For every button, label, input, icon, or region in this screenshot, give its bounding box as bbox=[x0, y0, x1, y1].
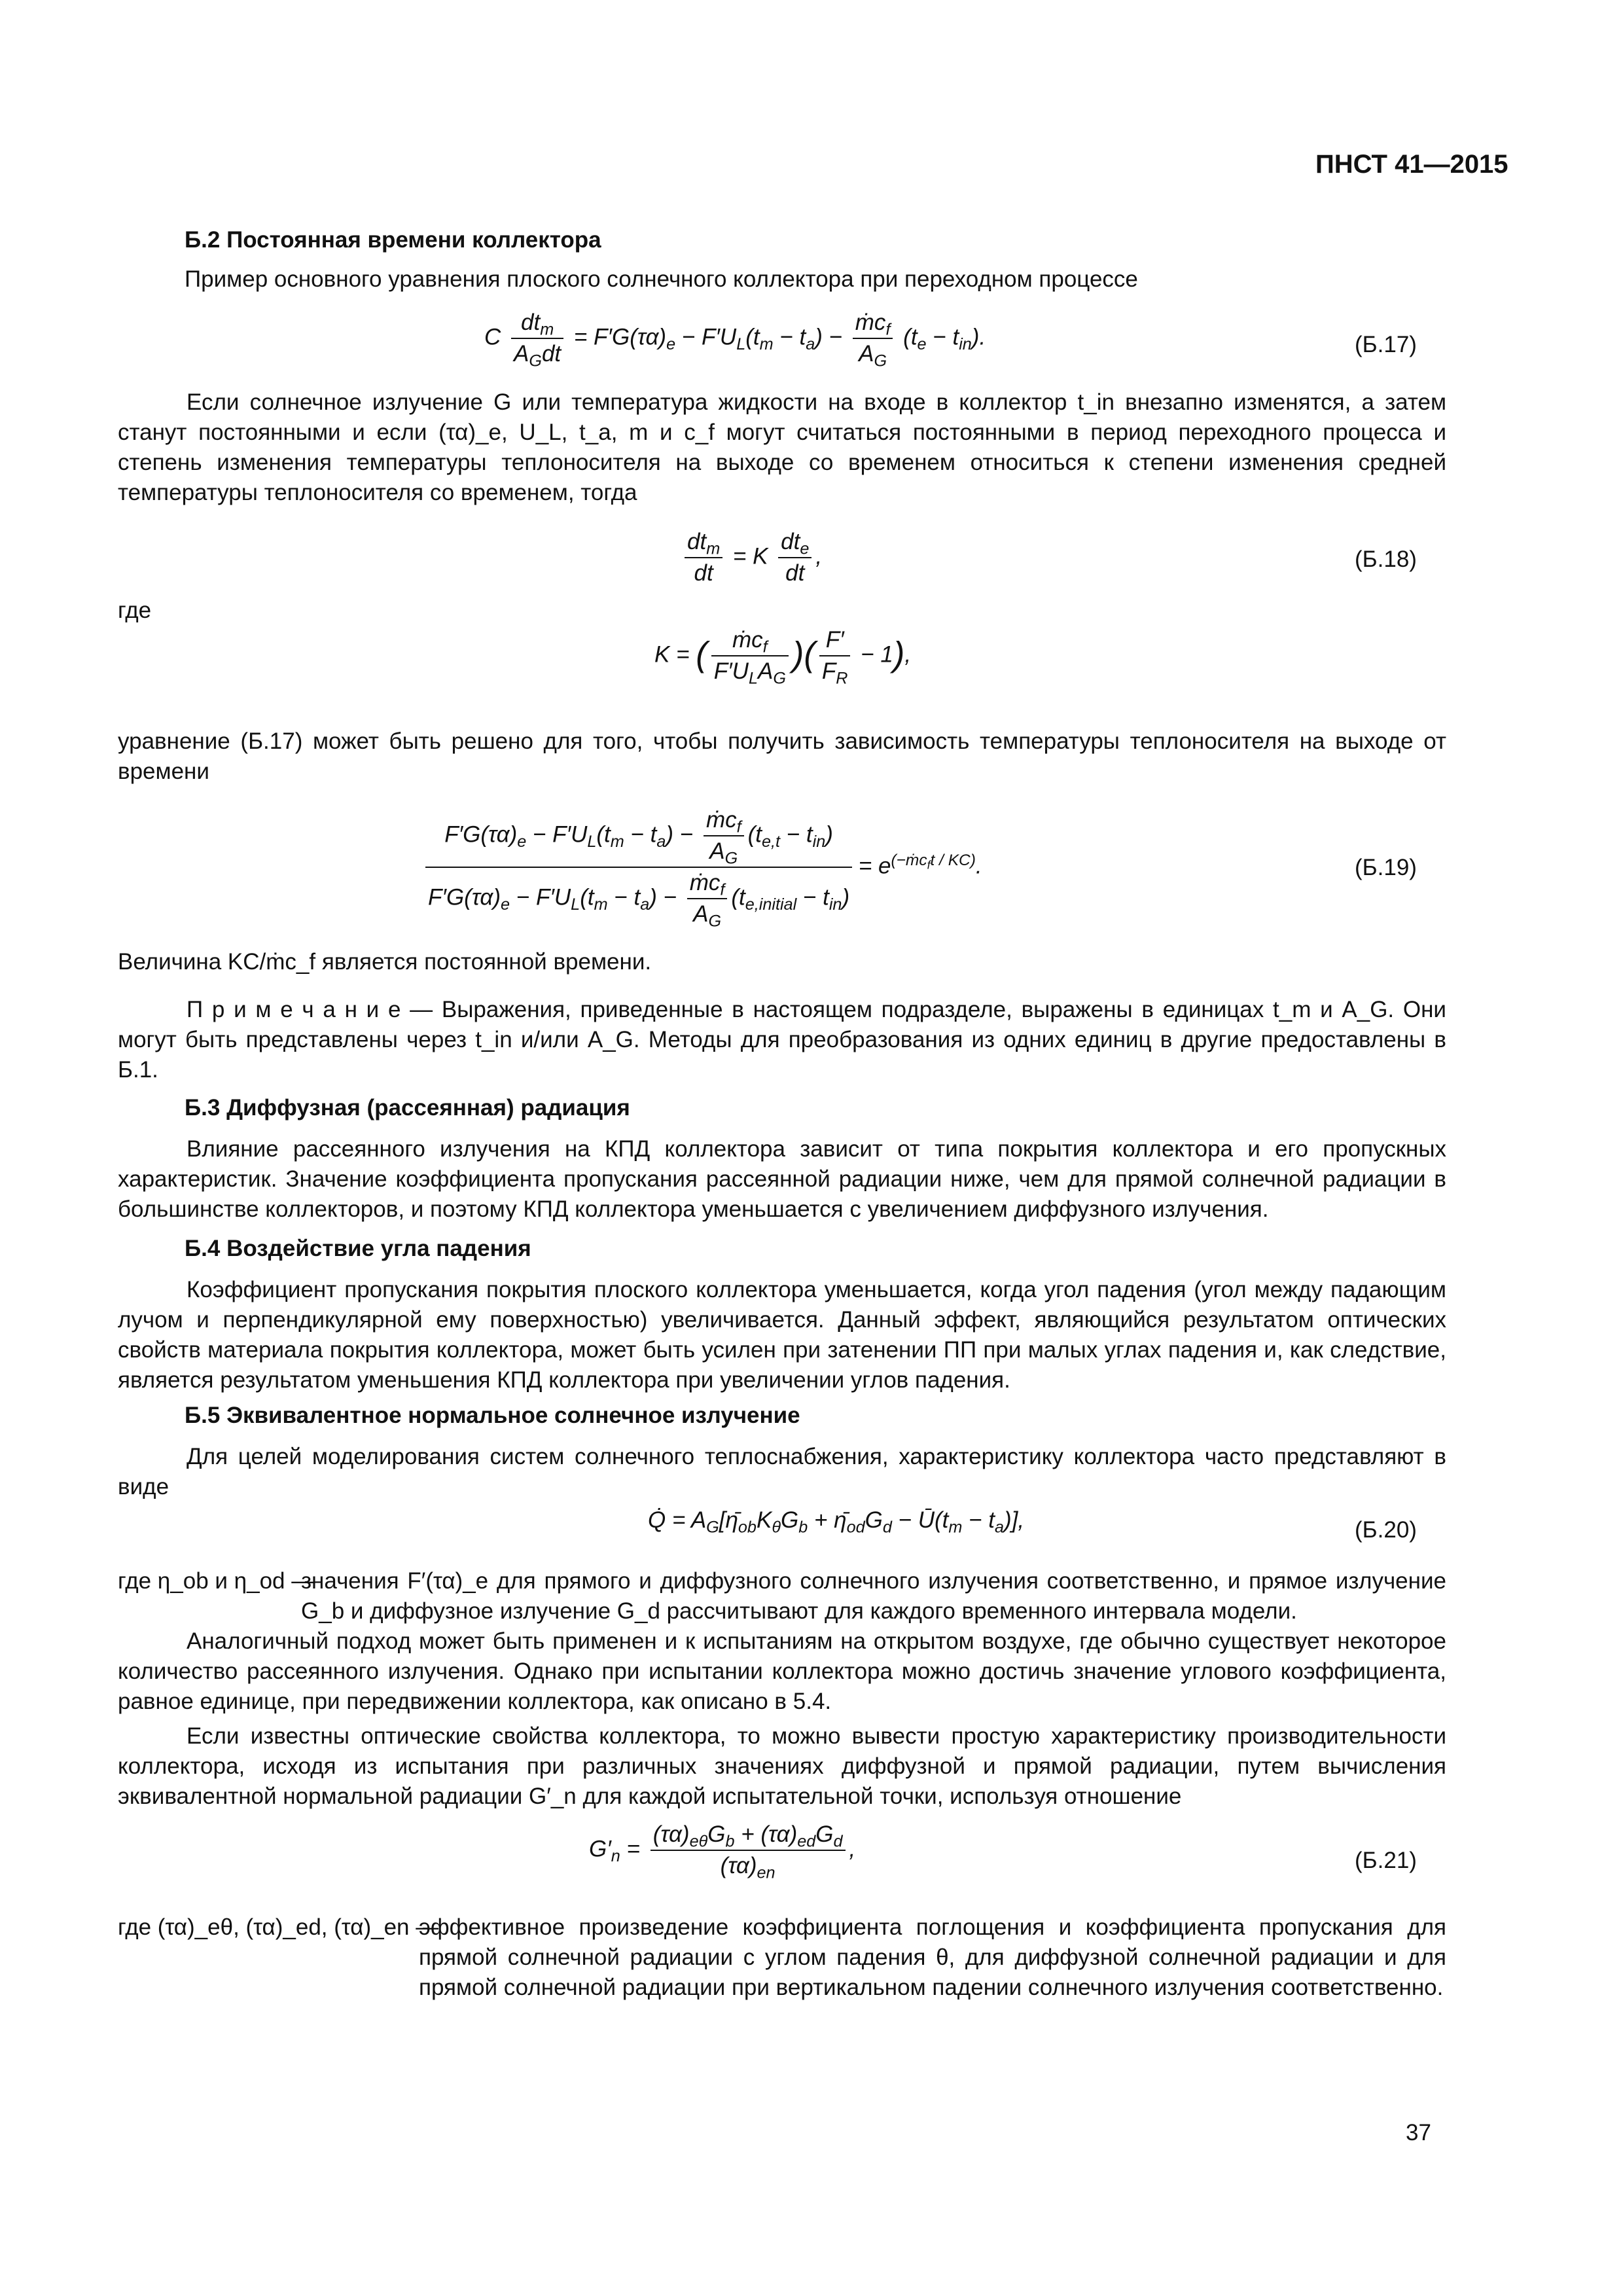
equation-b18: $\frac{dt_m}{dt}$ = K $\frac{dt_e}{dt}$ , bbox=[681, 527, 822, 588]
equation-b17: C $\frac{dt_m}{A_Gdt}$ = $F'G(\tau\alpha)_e - F'U_L(t_m - t_a)$ − $\frac{ṁc_f}{A_G}$ $(t_e - t_{in})$. bbox=[484, 308, 986, 369]
b4-para: Коэффициент пропускания покрытия плоского коллектора уменьшается, когда угол падения (угол между падающим лучом и перпендикулярной ему поверхностью) увеличивается. Данный эффект, являющийся результатом оптических свойств материала покрытия коллектора, может быть усилен при затенении ПП при малых углах падения и, как следствие, является результатом уменьшения КПД коллектора при увеличении углов падения. bbox=[118, 1277, 1446, 1393]
time-constant: Величина KC/ṁc_f является постоянной времени. bbox=[118, 949, 652, 975]
eq17-number: (Б.17) bbox=[1355, 332, 1417, 357]
heading-b4: Б.4 Воздействие угла падения bbox=[185, 1236, 531, 1261]
b5-para2: Аналогичный подход может быть применен и к испытаниям на открытом воздухе, где обычно существует некоторое количество рассеянного излучения. Однако при испытании коллектора можно достичь значение углового коэффициента, равное единице, при передвижении коллектора, как описано в 5.4. bbox=[118, 1628, 1446, 1714]
b2-para2: уравнение (Б.17) может быть решено для того, чтобы получить зависимость температуры теплоносителя на выходе от времени bbox=[118, 728, 1446, 784]
gloss2-def: эффективное произведение коэффициента поглощения и коэффициента пропускания для прямой солнечной радиации с углом падения θ, для диффузной солнечной радиации и для прямой солнечной радиации при вертикальном падении солнечного излучения соответственно. bbox=[419, 1914, 1446, 2000]
b5-para3: Если известны оптические свойства коллектора, то можно вывести простую характеристику производительности коллектора, исходя из испытания при различных значениях диффузной и прямой радиации, путем вычисления эквивалентной нормальной радиации G′_n для каждой испытательной точки, используя отношение bbox=[118, 1723, 1446, 1809]
b5-para1: Для целей моделирования систем солнечного теплоснабжения, характеристику коллектора часто представляют в виде bbox=[118, 1444, 1446, 1499]
heading-b5: Б.5 Эквивалентное нормальное солнечное излучение bbox=[185, 1403, 800, 1428]
standard-id: ПНСТ 41—2015 bbox=[1315, 150, 1508, 179]
note: П р и м е ч а н и е — Выражения, приведенные в настоящем подразделе, выражены в единицах t_m и A_G. Они могут быть представлены через t_in и/или A_G. Методы для преобразования из одних единиц в другие предоставлены в Б.1. bbox=[118, 997, 1446, 1083]
eq21-number: (Б.21) bbox=[1355, 1848, 1417, 1873]
equation-b21: $G'_n$ = $\frac{(\tau\alpha)_{e\theta}G_b + (\tau\alpha)_{ed}G_d}{(\tau\alpha)_{en}}$ , bbox=[589, 1820, 855, 1881]
gloss1-term: где η_ob и η_od — bbox=[118, 1568, 315, 1594]
eq19-number: (Б.19) bbox=[1355, 855, 1417, 880]
heading-b2: Б.2 Постоянная времени коллектора bbox=[185, 227, 601, 253]
b2-intro: Пример основного уравнения плоского солнечного коллектора при переходном процессе bbox=[185, 266, 1138, 292]
equation-b19: $F'G(\tau\alpha)_e - F'U_L(t_m - t_a)$ − $\frac{ṁc_f}{A_G}$ $(t_{e,t} - t_{in})$ $F'G(\tau\alpha)_e - F'U_L(t_m - t_a)$ − $\frac{ṁc_f}{A_G}$ $(t_{e,initial} - t_{in})$ = $e^{(-ṁc_ft / KC)}$. bbox=[425, 805, 982, 929]
eq20-number: (Б.20) bbox=[1355, 1517, 1417, 1543]
gloss2-term: где (τα)_eθ, (τα)_ed, (τα)_en — bbox=[118, 1914, 439, 1940]
gloss1-def: значения F′(τα)_e для прямого и диффузного солнечного излучения соответственно, и прямое излучение G_b и диффузное излучение G_d рассчитывают для каждого временного интервала модели. bbox=[301, 1568, 1446, 1624]
heading-b3: Б.3 Диффузная (рассеянная) радиация bbox=[185, 1095, 630, 1121]
b2-para1: Если солнечное излучение G или температура жидкости на входе в коллектор t_in внезапно изменятся, а затем станут постоянными и если (τα)_e, U_L, t_a, m и c_f могут считаться постоянными в период переходного процесса и степень изменения температуры теплоносителя на выходе со временем относиться к степени изменения средней температуры теплоносителя со временем, тогда bbox=[118, 389, 1446, 505]
where-label: где bbox=[118, 598, 152, 623]
b3-para: Влияние рассеянного излучения на КПД коллектора зависит от типа покрытия коллектора и его пропускных характеристик. Значение коэффициента пропускания рассеянной радиации ниже, чем для прямой солнечной радиации в большинстве коллекторов, и поэтому КПД коллектора уменьшается с увеличением диффузного излучения. bbox=[118, 1136, 1446, 1222]
equation-k: K = ( $\frac{ṁc_f}{F'U_LA_G}$ )( $\frac{F'}{F_R}$ − 1), bbox=[654, 625, 911, 687]
eq18-number: (Б.18) bbox=[1355, 547, 1417, 572]
page-number: 37 bbox=[1406, 2120, 1431, 2145]
equation-b20: Q̇ = $A_G[\etā_{ob}K_\theta G_b$ + $\etā_{od}G_d$ − $Ū(t_m - t_a)$], bbox=[648, 1507, 1025, 1537]
